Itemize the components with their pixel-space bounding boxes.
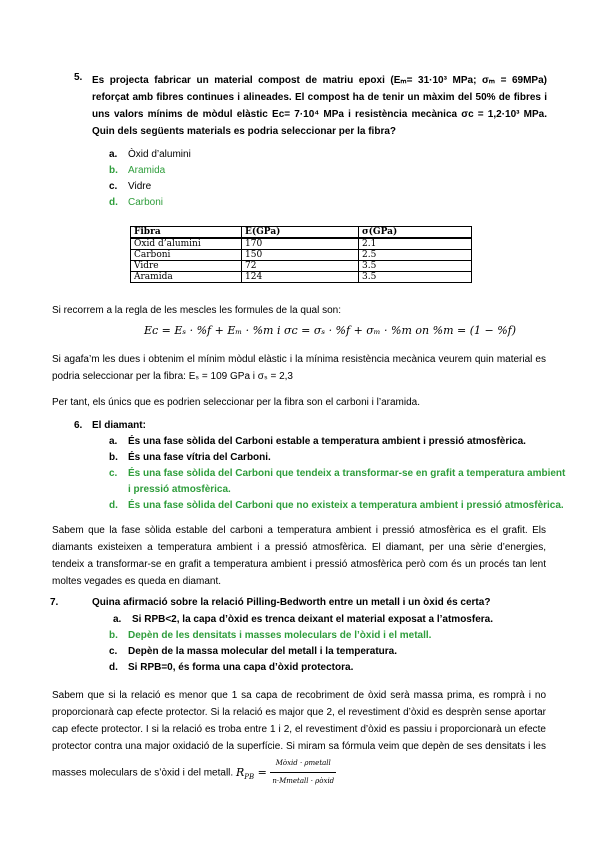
table-cell: 124 xyxy=(242,272,359,283)
q6-explanation: Sabem que la fase sòlida estable del carboni a temperatura ambient i pressió atmosfèrica es el grafit. Els diamants existeixen a temperatura ambient i a pressió atmosfèrica. El diamant, per una sèrie d’energies, tendeix a transformar-se en grafit a temperatura ambient i pressió atmosfèrica però com és un procés tan lent moltes vegades es queda en diamant. xyxy=(52,525,546,587)
option-label: d. xyxy=(109,662,118,673)
q5-explanation-2: Si agafa’m les dues i obtenim el mínim mòdul elàstic i la mínima resistència mecànica veurem quin material es podria seleccionar per la fibra: Eₛ = 109 GPa i σₛ = 2,3 xyxy=(52,354,546,382)
option-text: És una fase sòlida del Carboni que no existeix a temperatura ambient i pressió atmosfèrica. xyxy=(128,500,564,511)
q7-explanation xyxy=(52,687,546,790)
option-label: b. xyxy=(109,630,118,641)
q5-explanation-1: Si recorrem a la regla de les mescles les formules de la qual son: xyxy=(52,305,342,316)
q7-number: 7. xyxy=(50,597,59,608)
fiber-properties-table xyxy=(130,226,472,283)
option-text: Aramida xyxy=(128,165,166,176)
option-text-line-2: i pressió atmosfèrica. xyxy=(128,484,231,495)
option-label: c. xyxy=(109,468,118,479)
table-cell: Carboni xyxy=(131,250,242,261)
table-row xyxy=(131,272,472,283)
option-text: És una fase sòlida del Carboni estable a temperatura ambient i pressió atmosfèrica. xyxy=(128,436,526,447)
formula-fraction xyxy=(270,755,336,790)
option-text: És una fase vítria del Carboni. xyxy=(128,452,271,463)
q6-question: El diamant: xyxy=(92,420,146,431)
table-cell: 170 xyxy=(242,238,359,250)
table-cell: 3.5 xyxy=(359,272,472,283)
table-cell: Vidre xyxy=(131,261,242,272)
option-label: b. xyxy=(109,452,118,463)
option-text-line-1: És una fase sòlida del Carboni que tendeix a transformar-se en grafit a temperatura ambient xyxy=(128,468,566,479)
formula-lhs: R xyxy=(235,765,245,779)
q5-number: 5. xyxy=(74,72,83,83)
table-header: Fibra xyxy=(131,227,242,239)
q7-explanation-text: Sabem que si la relació es menor que 1 sa capa de recobriment de òxid serà massa prima, es romprà i no proporcionarà cap efecte protector. Si la relació es major que 2, el revestiment d’òxid es desprèn sense aportar cap efecte protector. I si la relació es troba entre 1 i 2, el revestiment d’òxid es passiu i proporcionarà un efecte protector contra una major oxidació de la superfície. Si miram sa fórmula veim que depèn de ses densitats i les masses moleculars de s’òxid i del metall. xyxy=(52,690,546,779)
q5-explanation-3: Per tant, els únics que es podrien seleccionar per la fibra son el carboni i l’aramida. xyxy=(52,397,420,408)
q5-formula: Eᴄ = Eₛ · %f + Eₘ · %m i σᴄ = σₛ · %f + σₘ · %m on %m = (1 − %f) xyxy=(143,324,517,337)
table-header: σ(GPa) xyxy=(359,227,472,239)
formula-subscript: PB xyxy=(244,772,255,781)
option-text: Si RPB<2, la capa d’òxid es trenca deixant el material exposat a l’atmosfera. xyxy=(132,614,493,625)
option-text: Depèn de la massa molecular del metall i la temperatura. xyxy=(128,646,397,657)
option-text: Depèn de les densitats i masses moleculars de l’òxid i el metall. xyxy=(128,630,432,641)
q6-number: 6. xyxy=(74,420,83,431)
table-cell: Aramida xyxy=(131,272,242,283)
pb-formula: $R_{PB}$ = $\frac{\text{Mòxid · ρmetall}}{\text{n·Mmetall · ρòxid}}$ xyxy=(236,766,336,779)
option-label: a. xyxy=(109,436,118,447)
q7-question: Quina afirmació sobre la relació Pilling-Bedworth entre un metall i un òxid és certa? xyxy=(92,597,491,608)
option-label: c. xyxy=(109,646,118,657)
option-label: d. xyxy=(109,500,118,511)
table-cell: 2.1 xyxy=(359,238,472,250)
table-header-row xyxy=(131,227,472,239)
table-cell: Òxid d’alumini xyxy=(131,238,242,250)
table-cell: 3.5 xyxy=(359,261,472,272)
option-text: Òxid d’alumini xyxy=(128,149,191,160)
table-row xyxy=(131,238,472,250)
table-cell: 72 xyxy=(242,261,359,272)
option-text: Vidre xyxy=(128,181,152,192)
option-label: a. xyxy=(113,614,122,625)
option-text: Si RPB=0, és forma una capa d’òxid protectora. xyxy=(128,662,354,673)
table-cell: 2.5 xyxy=(359,250,472,261)
formula-denominator: n·Mmetall · ρòxid xyxy=(272,777,335,785)
option-label: a. xyxy=(109,149,118,160)
q5-question: Es projecta fabricar un material compost de matriu epoxi (Eₘ= 31·10³ MPa; σₘ = 69MPa) reforçat amb fibres continues i alineades. El compost ha de tenir un màxim del 50% de fibres i uns valors mínims de mòdul elàstic Eᴄ= 7·10⁴ MPa i resistència mecànica σᴄ = 1,2·10³ MPa. Quin dels següents materials es podria seleccionar per la fibra? xyxy=(92,75,547,137)
option-label: c. xyxy=(109,181,118,192)
option-label: d. xyxy=(109,197,118,208)
table-row xyxy=(131,261,472,272)
table-cell: 150 xyxy=(242,250,359,261)
formula-numerator: Mòxid · ρmetall xyxy=(270,755,336,773)
option-label: b. xyxy=(109,165,118,176)
table-row xyxy=(131,250,472,261)
option-text: Carboni xyxy=(128,197,164,208)
table-header: E(GPa) xyxy=(242,227,359,239)
